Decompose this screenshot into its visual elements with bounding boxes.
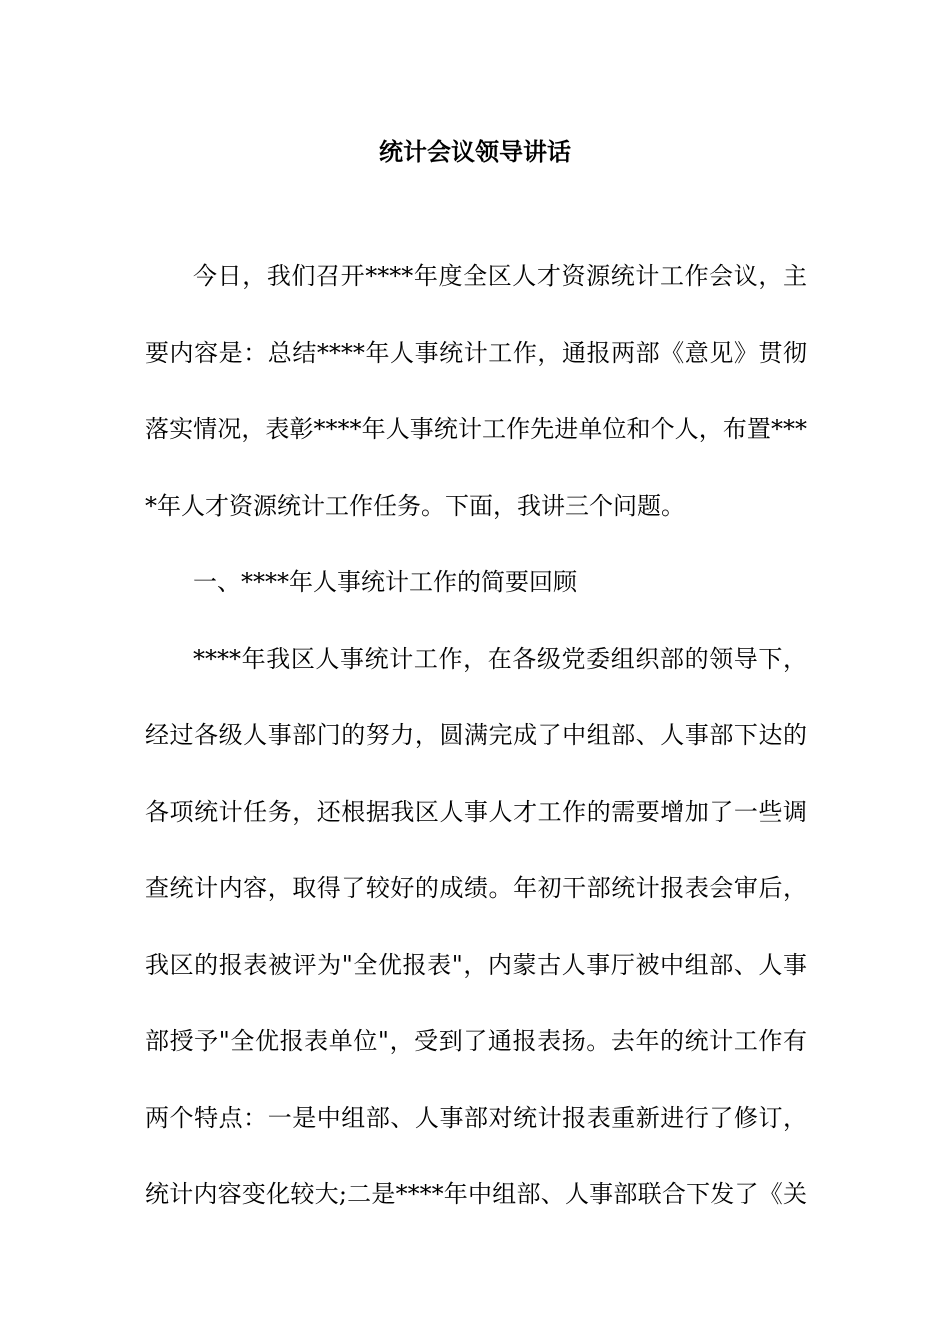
- body-line: ****年我区人事统计工作，在各级党委组织部的领导下，: [193, 644, 807, 673]
- body-line: 经过各级人事部门的努力，圆满完成了中组部、人事部下达的: [145, 721, 807, 749]
- body-line: 落实情况，表彰****年人事统计工作先进单位和个人，布置***: [145, 415, 807, 443]
- body-line: *年人才资源统计工作任务。下面，我讲三个问题。: [145, 491, 685, 520]
- body-line: 今日，我们召开****年度全区人才资源统计工作会议，主: [193, 262, 807, 290]
- body-line: 要内容是：总结****年人事统计工作，通报两部《意见》贯彻: [145, 338, 807, 367]
- body-line: 各项统计任务，还根据我区人事人才工作的需要增加了一些调: [145, 797, 807, 826]
- body-line: 一、****年人事统计工作的简要回顾: [193, 568, 577, 596]
- body-line: 部授予"全优报表单位"，受到了通报表扬。去年的统计工作有: [145, 1027, 807, 1055]
- body-line: 两个特点：一是中组部、人事部对统计报表重新进行了修订，: [145, 1103, 807, 1132]
- body-line: 统计内容变化较大;二是****年中组部、人事部联合下发了《关: [145, 1180, 807, 1208]
- document-title: 统计会议领导讲话: [379, 137, 571, 166]
- body-line: 查统计内容，取得了较好的成绩。年初干部统计报表会审后，: [145, 874, 807, 902]
- body-line: 我区的报表被评为"全优报表"，内蒙古人事厅被中组部、人事: [145, 950, 807, 979]
